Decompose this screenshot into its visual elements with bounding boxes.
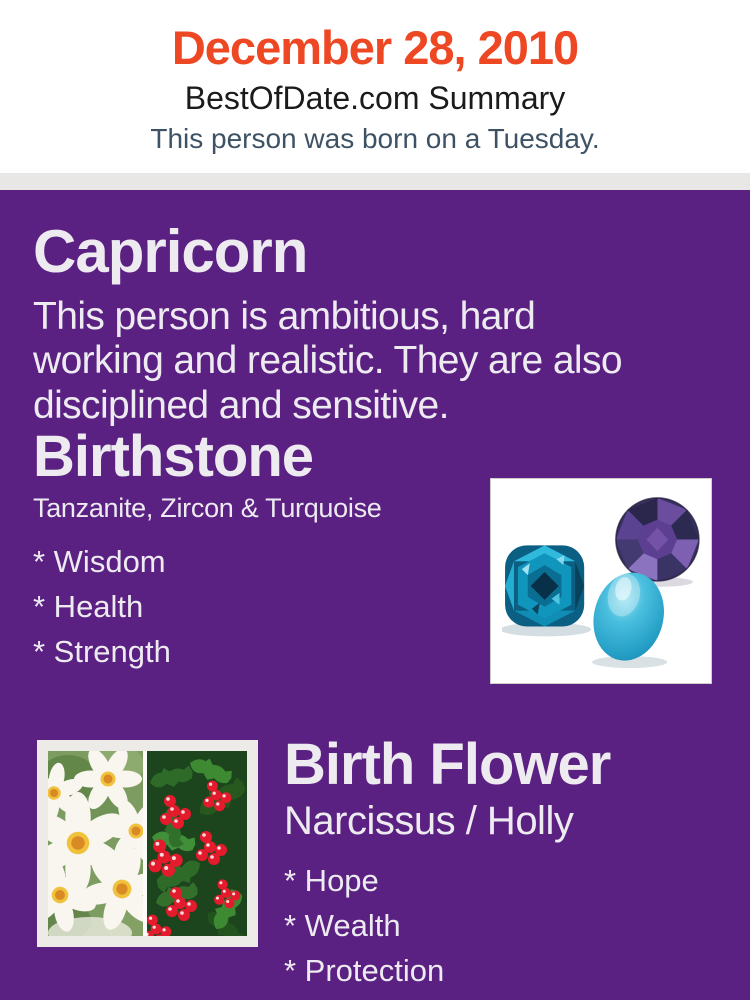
birthstone-trait-item: * Wisdom <box>33 544 166 580</box>
gems-illustration <box>502 490 700 672</box>
birthstone-heading: Birthstone <box>33 424 313 490</box>
zodiac-description: This person is ambitious, hard working and realistic. They are also disciplined and sensitive. <box>33 295 622 427</box>
birth-flower-trait-item: * Wealth <box>284 908 401 943</box>
holly-photo-half <box>143 751 247 936</box>
birthstone-photo <box>490 478 712 684</box>
birth-flower-trait-item: * Protection <box>284 953 445 988</box>
details-section <box>0 190 750 1000</box>
tanzanite-gem <box>616 498 699 581</box>
flowers-illustration <box>48 751 247 936</box>
header <box>0 0 750 173</box>
birth-flower-trait-item: * Hope <box>284 863 379 898</box>
birth-flower-heading: Birth Flower <box>284 732 611 797</box>
birth-flower-trait-list <box>284 865 610 986</box>
birthstone-trait-item: * Health <box>33 589 144 625</box>
weekday-note: This person was born on a Tuesday. <box>150 122 600 154</box>
birth-flower-names: Narcissus / Holly <box>284 799 574 843</box>
birth-flower-block <box>284 732 611 1000</box>
birthstone-trait-item: * Strength <box>33 634 171 670</box>
site-summary-subtitle: BestOfDate.com Summary <box>184 80 566 117</box>
page-title-date: December 28, 2010 <box>171 21 579 74</box>
birthstone-names: Tanzanite, Zircon & Turquoise <box>33 493 382 524</box>
photo-split-line <box>143 751 147 936</box>
birth-flower-photo <box>37 740 258 947</box>
zodiac-sign-heading: Capricorn <box>33 218 308 285</box>
zircon-gem <box>505 545 584 626</box>
divider-strip <box>0 173 750 190</box>
